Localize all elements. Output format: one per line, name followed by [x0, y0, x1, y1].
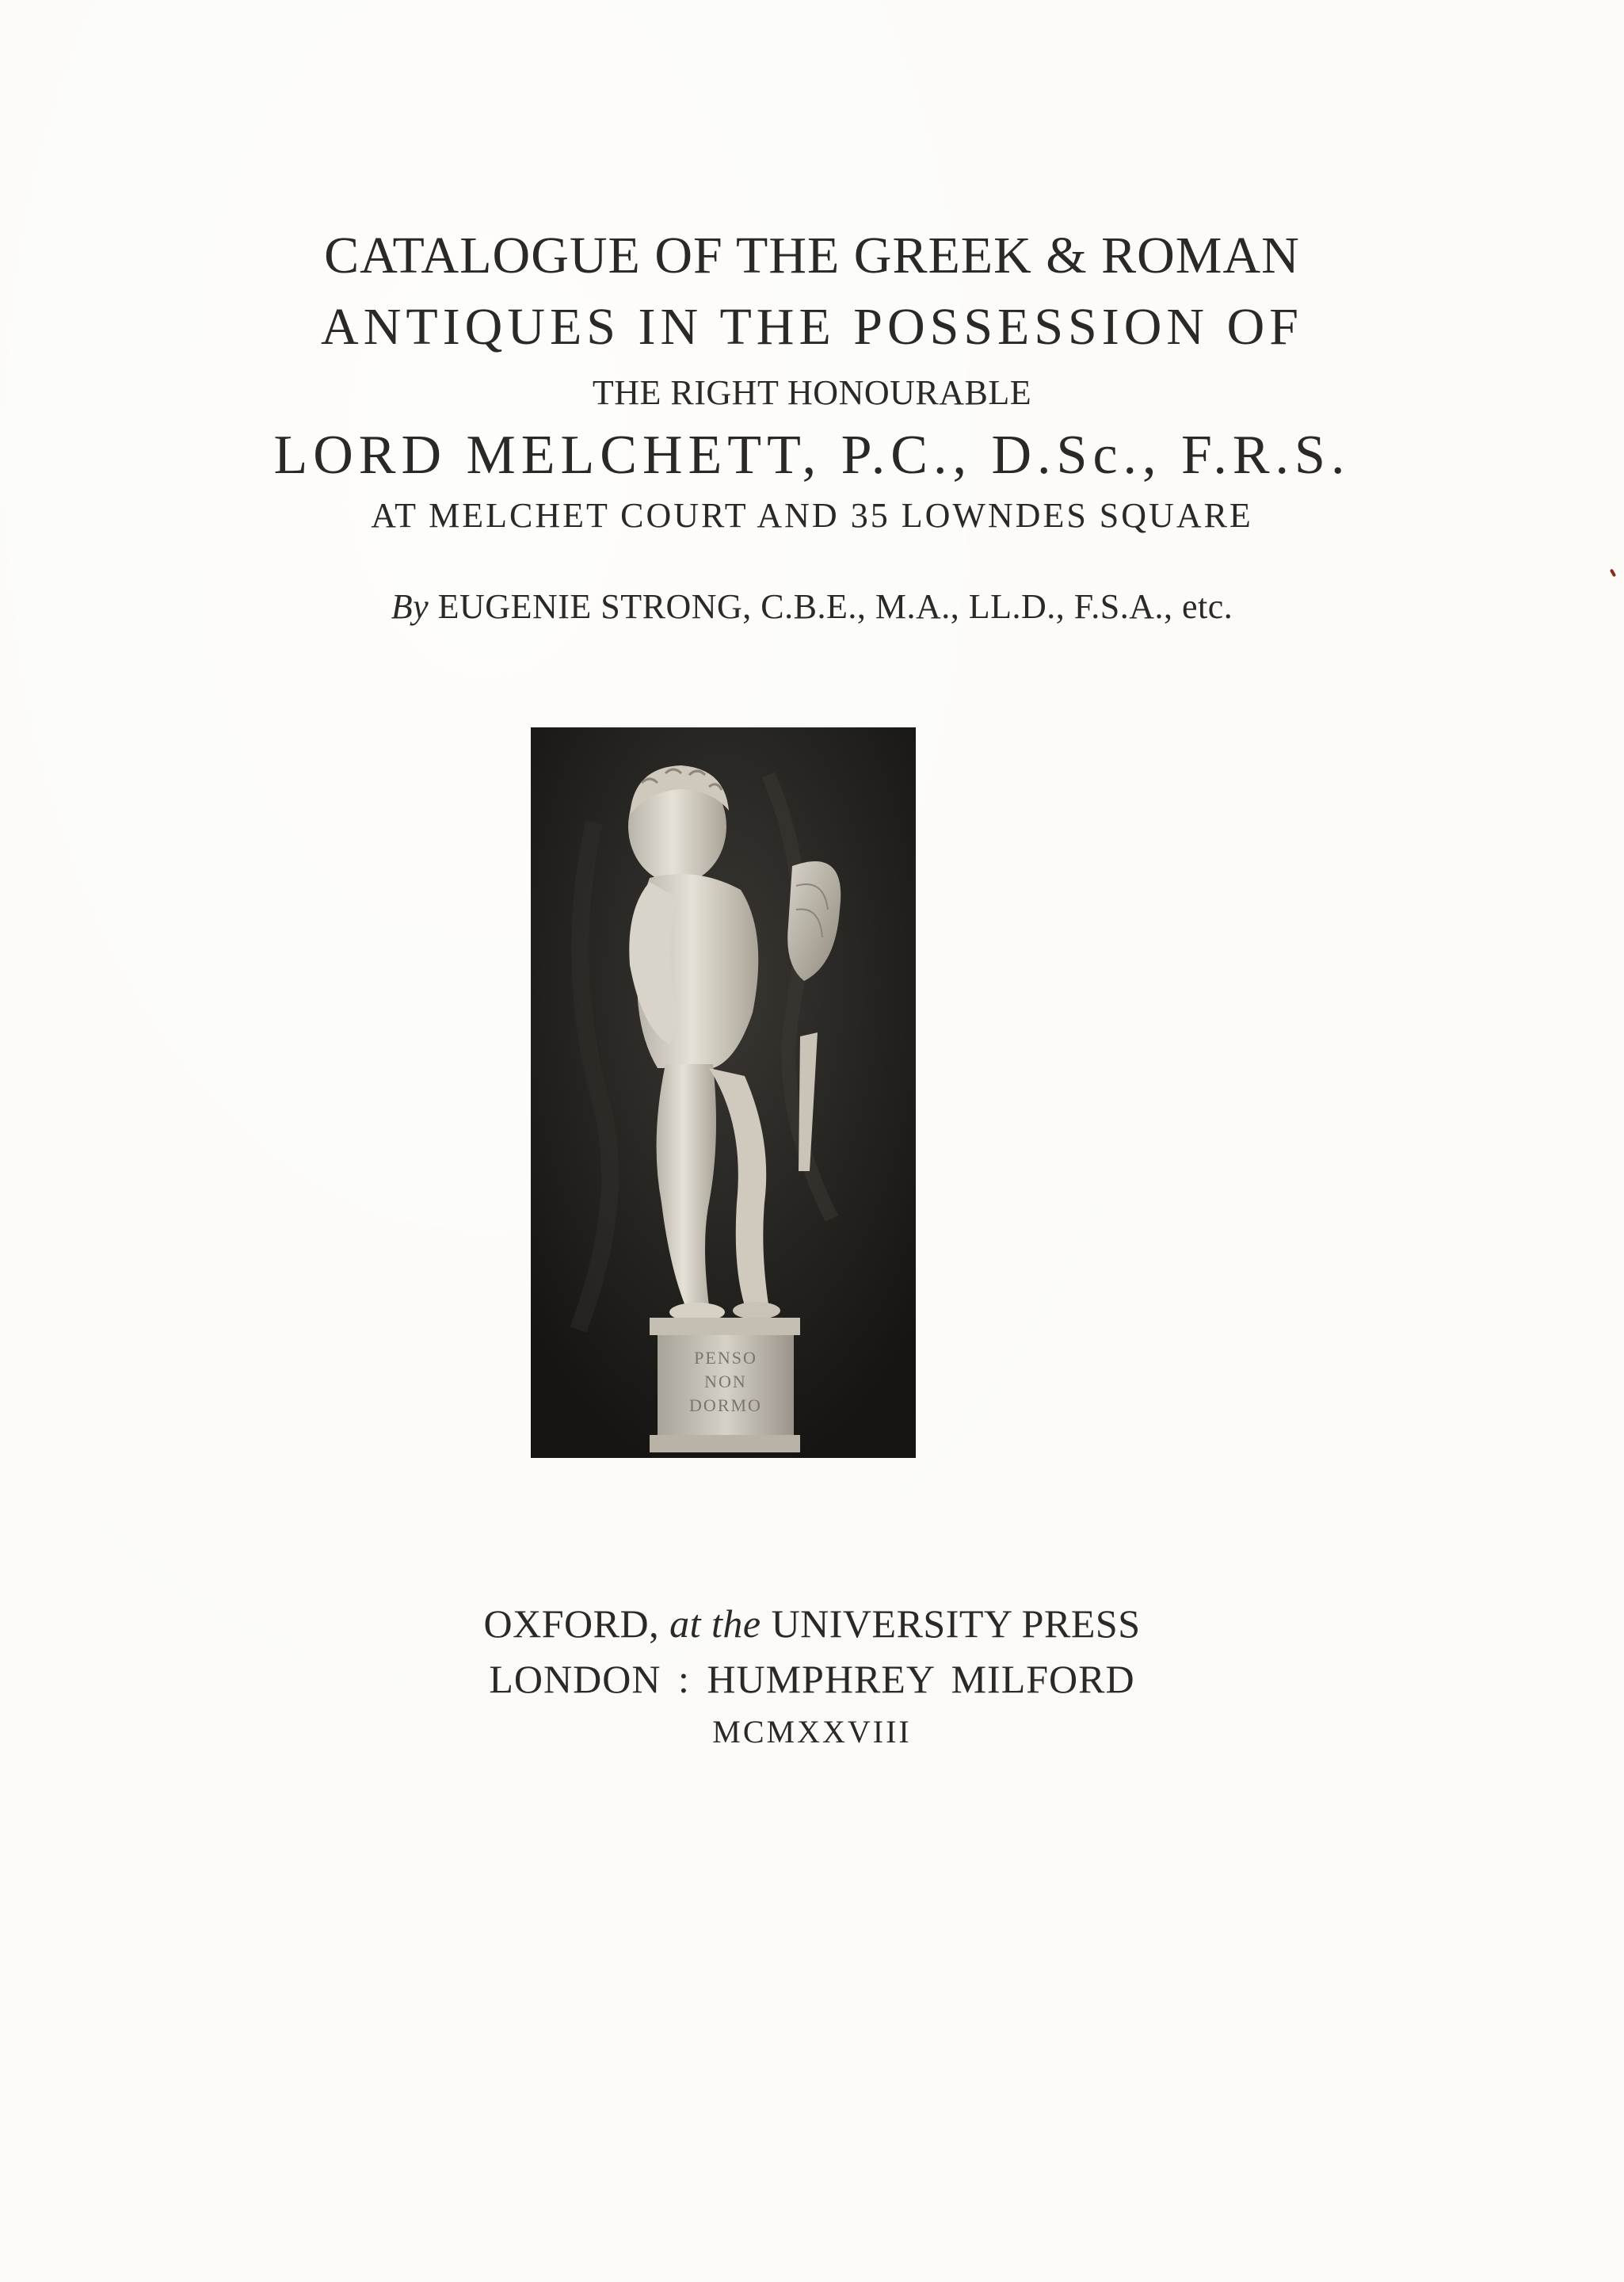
- imprint-year: MCMXXVIII: [712, 1714, 912, 1750]
- title-line-2: ANTIQUES IN THE POSSESSION OF: [321, 298, 1303, 356]
- paper-speck: [1610, 569, 1616, 578]
- imprint-line-1: [0, 1601, 1624, 1647]
- imprint-line-2: LONDON : HUMPHREY MILFORD: [489, 1657, 1135, 1701]
- pedestal-inscription-1: PENSO: [694, 1348, 757, 1368]
- pedestal-inscription-3: DORMO: [689, 1395, 762, 1415]
- author-name: EUGENIE STRONG, C.B.E., M.A., LL.D., F.S.A., etc.: [437, 587, 1233, 626]
- frontispiece-photo: [531, 727, 916, 1458]
- title-line-3: THE RIGHT HONOURABLE: [592, 373, 1032, 412]
- imprint-at-the: at the: [669, 1601, 761, 1646]
- pedestal-inscription-2: NON: [704, 1372, 747, 1391]
- title-line-1: CATALOGUE OF THE GREEK & ROMAN: [324, 227, 1300, 284]
- title-line-5: AT MELCHET COURT AND 35 LOWNDES SQUARE: [371, 496, 1253, 535]
- imprint-press: UNIVERSITY PRESS: [771, 1601, 1141, 1646]
- author-by: By: [391, 587, 429, 626]
- imprint-city: OXFORD,: [483, 1601, 660, 1646]
- author-line: [0, 586, 1624, 627]
- title-line-4: LORD MELCHETT, P.C., D.Sc., F.R.S.: [273, 425, 1351, 486]
